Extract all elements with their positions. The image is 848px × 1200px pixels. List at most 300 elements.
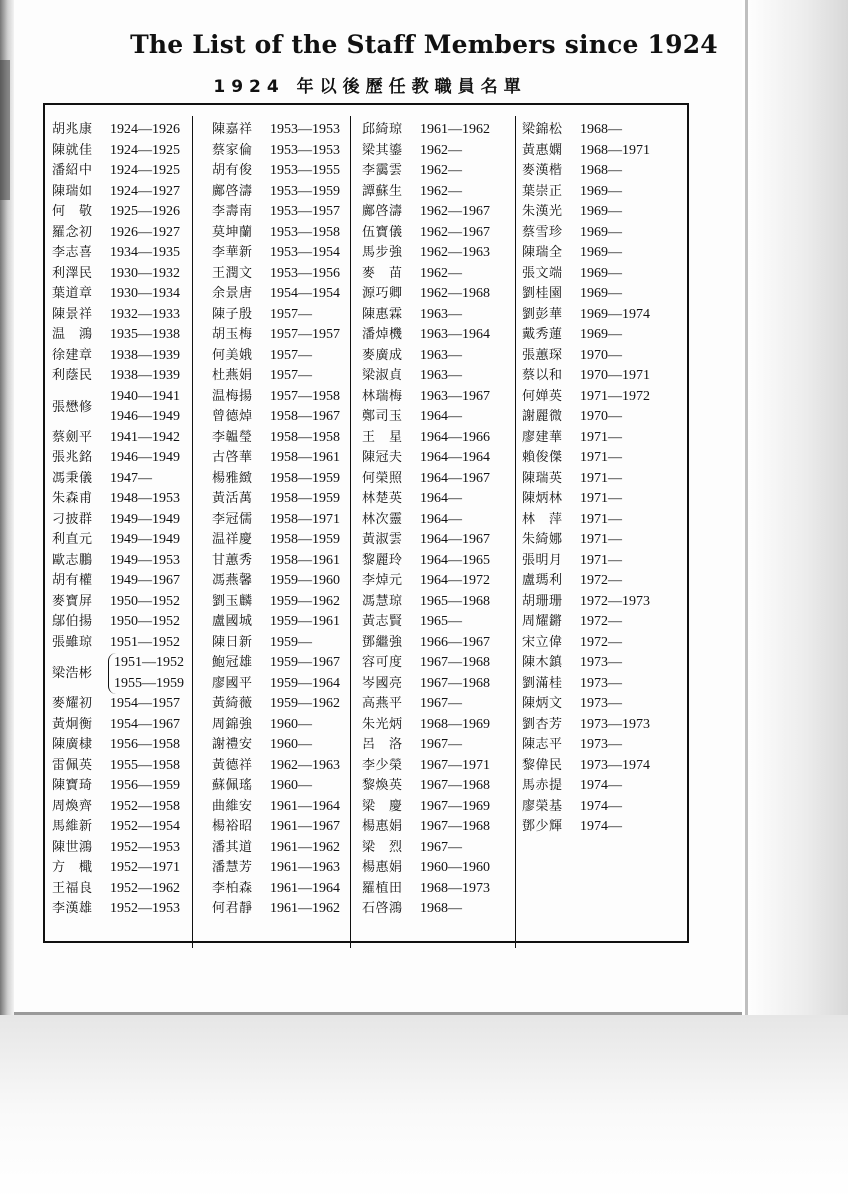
staff-entry — [362, 674, 490, 695]
staff-years — [580, 612, 622, 633]
staff-years — [270, 571, 340, 592]
service-years: 1953—1954 — [270, 245, 340, 260]
staff-entry — [52, 305, 184, 326]
service-years: 1962—1967 — [420, 204, 490, 219]
staff-name: 黎麗玲 — [362, 552, 403, 568]
staff-years — [270, 715, 312, 736]
service-years: 1971— — [580, 450, 622, 465]
service-years: 1946—1949 — [110, 409, 180, 424]
staff-name: 馮燕馨 — [212, 573, 253, 588]
staff-years — [420, 899, 462, 920]
staff-name: 王 星 — [362, 429, 403, 445]
staff-years — [580, 120, 622, 141]
staff-years — [110, 551, 180, 572]
staff-entry — [362, 202, 490, 223]
service-years: 1964—1967 — [420, 470, 490, 486]
staff-entry — [362, 161, 490, 182]
staff-years — [110, 161, 180, 182]
staff-entry — [362, 858, 490, 879]
staff-entry — [52, 448, 184, 469]
staff-years — [270, 653, 340, 674]
service-years: 1964—1964 — [420, 450, 490, 465]
staff-name: 梁其鎏 — [362, 142, 403, 158]
staff-entry — [52, 161, 184, 182]
staff-name: 胡有俊 — [212, 163, 253, 178]
staff-years — [580, 305, 650, 326]
service-years: 1964—1972 — [420, 573, 490, 588]
staff-entry — [52, 899, 184, 920]
service-years: 1938—1939 — [110, 347, 180, 363]
staff-years — [420, 653, 490, 674]
staff-name: 陳子殷 — [212, 306, 253, 322]
staff-entry — [212, 407, 340, 428]
staff-years — [270, 223, 340, 244]
staff-years — [110, 530, 180, 551]
service-years: 1959—1961 — [270, 614, 340, 629]
service-years: 1973—1974 — [580, 757, 650, 773]
staff-years — [580, 735, 622, 756]
staff-entry — [212, 120, 340, 141]
staff-entry — [212, 776, 340, 797]
staff-entry — [52, 551, 184, 572]
staff-name: 何 敬 — [52, 204, 93, 219]
service-years: 1969— — [580, 204, 622, 219]
service-years: 1941—1942 — [110, 429, 180, 445]
staff-years — [270, 161, 340, 182]
staff-name: 張明月 — [522, 552, 563, 568]
staff-years — [580, 407, 622, 428]
staff-entry — [52, 694, 184, 715]
staff-name: 黃志賢 — [362, 614, 403, 629]
staff-entry — [52, 120, 184, 141]
staff-years — [420, 428, 490, 449]
staff-entry — [52, 346, 184, 367]
service-years: 1953—1956 — [270, 265, 340, 281]
staff-years — [270, 879, 340, 900]
service-years: 1970— — [580, 409, 622, 424]
staff-years — [420, 817, 490, 838]
staff-entry — [212, 243, 340, 264]
service-years: 1960— — [270, 737, 312, 752]
staff-years — [420, 141, 462, 162]
service-years: 1967— — [420, 737, 462, 752]
service-years: 1924—1925 — [110, 142, 180, 158]
service-years: 1963—1967 — [420, 388, 490, 404]
staff-entry — [212, 551, 340, 572]
service-years: 1946—1949 — [110, 450, 180, 465]
service-years: 1969— — [580, 265, 622, 281]
staff-years — [420, 879, 490, 900]
staff-name: 李柏森 — [212, 880, 253, 896]
staff-years — [580, 715, 650, 736]
staff-entry — [522, 674, 650, 695]
service-years: 1964—1965 — [420, 552, 490, 568]
staff-name: 朱森甫 — [52, 491, 93, 506]
staff-name: 麥 苗 — [362, 265, 403, 281]
staff-entry — [212, 858, 340, 879]
staff-entry — [52, 182, 184, 203]
staff-years — [110, 776, 180, 797]
staff-name: 鄭司玉 — [362, 409, 403, 424]
staff-name: 李華新 — [212, 245, 253, 260]
staff-entry — [522, 530, 650, 551]
staff-name: 歐志鵬 — [52, 552, 93, 568]
staff-entry — [362, 387, 490, 408]
service-years: 1968—1971 — [580, 142, 650, 158]
staff-name: 鮑冠雄 — [212, 655, 253, 670]
service-years: 1973— — [580, 737, 622, 752]
service-years: 1953—1953 — [270, 142, 340, 158]
staff-years — [580, 141, 650, 162]
staff-entry — [522, 407, 650, 428]
staff-years — [420, 387, 490, 408]
staff-years — [270, 387, 340, 408]
service-years: 1971— — [580, 552, 622, 568]
staff-entry — [212, 305, 340, 326]
service-years: 1925—1926 — [110, 204, 180, 219]
staff-name: 謝麗微 — [522, 409, 563, 424]
staff-years — [580, 346, 622, 367]
staff-years — [110, 428, 180, 449]
staff-name: 馬步強 — [362, 245, 403, 260]
service-years: 1958—1959 — [270, 532, 340, 547]
staff-years — [270, 817, 340, 838]
staff-entry — [212, 161, 340, 182]
staff-entry — [522, 202, 650, 223]
staff-entry — [212, 653, 340, 674]
staff-years — [420, 182, 462, 203]
column-divider — [515, 116, 516, 948]
staff-years — [580, 797, 622, 818]
staff-name: 葉道章 — [52, 286, 93, 301]
staff-name: 余景唐 — [212, 286, 253, 301]
service-years: 1964— — [420, 511, 462, 527]
service-years: 1964— — [420, 409, 462, 424]
service-years: 1968— — [420, 901, 462, 916]
staff-name: 鄧繼強 — [362, 634, 403, 650]
staff-years — [580, 325, 622, 346]
service-years: 1969— — [580, 224, 622, 240]
staff-entry — [212, 592, 340, 613]
staff-years — [580, 489, 622, 510]
staff-years — [270, 633, 312, 654]
staff-name: 張雖琼 — [52, 634, 93, 650]
staff-years — [270, 899, 340, 920]
staff-name: 黃淑雲 — [362, 532, 403, 547]
service-years: 1962— — [420, 183, 462, 199]
staff-name: 方 檝 — [52, 860, 93, 875]
staff-name: 黃惠嫻 — [522, 142, 563, 158]
service-years: 1958—1967 — [270, 409, 340, 424]
service-years: 1962— — [420, 142, 462, 158]
staff-entry — [212, 366, 340, 387]
service-years: 1961—1964 — [270, 798, 340, 814]
staff-entry — [52, 202, 184, 223]
staff-years — [420, 243, 490, 264]
staff-name: 邱綺琼 — [362, 122, 403, 137]
staff-name: 朱光炳 — [362, 716, 403, 732]
service-years: 1973— — [580, 675, 622, 691]
staff-years — [270, 838, 340, 859]
staff-years — [110, 120, 180, 141]
staff-years — [580, 551, 622, 572]
staff-years — [110, 756, 180, 777]
staff-name: 楊惠娟 — [362, 860, 403, 875]
staff-name: 楊惠娟 — [362, 819, 403, 834]
service-years: 1951—1952 — [110, 634, 180, 650]
service-years: 1957— — [270, 347, 312, 363]
staff-name: 陳炳文 — [522, 696, 563, 711]
staff-years — [270, 428, 340, 449]
staff-entry — [52, 653, 184, 694]
staff-years — [420, 202, 490, 223]
staff-name: 林次靈 — [362, 511, 403, 527]
staff-entry — [522, 551, 650, 572]
staff-name: 刁披群 — [52, 511, 93, 527]
service-years: 1970—1971 — [580, 368, 650, 383]
staff-entry — [212, 510, 340, 531]
staff-entry — [522, 243, 650, 264]
staff-years — [420, 264, 462, 285]
staff-years — [110, 264, 180, 285]
service-years: 1951—1952 — [114, 655, 184, 670]
staff-entry — [52, 592, 184, 613]
staff-years — [420, 284, 490, 305]
staff-years — [270, 510, 340, 531]
staff-entry — [212, 387, 340, 408]
service-years: 1968— — [580, 122, 622, 137]
service-years: 1969— — [580, 286, 622, 301]
staff-entry — [362, 653, 490, 674]
staff-entry — [212, 469, 340, 490]
staff-name: 陳炳林 — [522, 491, 563, 506]
staff-name: 張蕙琛 — [522, 347, 563, 363]
staff-entry — [522, 428, 650, 449]
staff-name: 古啓華 — [212, 450, 253, 465]
service-years: 1940—1941 — [110, 388, 180, 404]
staff-name: 譚蘇生 — [362, 183, 403, 199]
staff-name: 蔡劍平 — [52, 429, 93, 445]
staff-entry — [362, 592, 490, 613]
staff-years — [110, 243, 180, 264]
staff-years — [110, 469, 152, 490]
staff-years — [270, 489, 340, 510]
service-years: 1961—1962 — [420, 122, 490, 137]
staff-entry — [52, 756, 184, 777]
staff-entry — [212, 284, 340, 305]
service-years: 1964— — [420, 491, 462, 506]
service-years: 1959—1967 — [270, 655, 340, 670]
staff-entry — [362, 469, 490, 490]
staff-entry — [52, 489, 184, 510]
staff-years — [110, 141, 180, 162]
staff-entry — [212, 838, 340, 859]
service-years: 1971— — [580, 511, 622, 527]
staff-entry — [212, 899, 340, 920]
staff-entry — [522, 489, 650, 510]
staff-name: 陳景祥 — [52, 306, 93, 322]
service-years: 1961—1964 — [270, 880, 340, 896]
column-divider — [192, 116, 193, 948]
staff-name: 張懋修 — [52, 399, 93, 415]
staff-years — [420, 735, 462, 756]
staff-years — [420, 612, 462, 633]
service-years: 1952—1971 — [110, 860, 180, 875]
staff-name: 石啓鴻 — [362, 901, 403, 916]
staff-years — [110, 223, 180, 244]
service-years: 1973— — [580, 696, 622, 711]
staff-years — [580, 448, 622, 469]
staff-name: 鄔伯揚 — [52, 614, 93, 629]
staff-name: 朱綺娜 — [522, 532, 563, 547]
staff-years — [270, 243, 340, 264]
staff-years — [420, 305, 462, 326]
staff-entry — [362, 325, 490, 346]
staff-name: 蔡家倫 — [212, 142, 253, 158]
staff-entry — [212, 715, 340, 736]
service-years: 1938—1939 — [110, 368, 180, 383]
staff-entry — [52, 715, 184, 736]
staff-name: 盧瑪利 — [522, 573, 563, 588]
staff-name: 麥耀初 — [52, 696, 93, 711]
staff-years — [270, 674, 340, 695]
staff-entry — [362, 141, 490, 162]
staff-entry — [52, 366, 184, 387]
staff-years — [420, 120, 490, 141]
staff-entry — [362, 694, 490, 715]
staff-entry — [362, 264, 490, 285]
staff-years — [580, 653, 622, 674]
staff-name: 劉桂園 — [522, 286, 563, 301]
staff-years — [110, 346, 180, 367]
staff-name: 蔡以和 — [522, 368, 563, 383]
staff-entry — [52, 469, 184, 490]
staff-name: 陳志平 — [522, 737, 563, 752]
staff-years — [270, 284, 340, 305]
staff-years — [420, 161, 462, 182]
service-years: 1963— — [420, 368, 462, 383]
staff-entry — [52, 858, 184, 879]
staff-entry — [212, 735, 340, 756]
staff-name: 羅念初 — [52, 224, 93, 240]
staff-years — [270, 305, 312, 326]
staff-years — [270, 366, 312, 387]
staff-name: 戴秀蓮 — [522, 327, 563, 342]
service-years: 1961—1962 — [270, 901, 340, 916]
staff-years — [420, 756, 490, 777]
staff-years — [110, 612, 180, 633]
staff-entry — [522, 284, 650, 305]
staff-name: 李靄雲 — [362, 163, 403, 178]
service-years: 1972— — [580, 573, 622, 588]
staff-entry — [52, 838, 184, 859]
staff-years — [420, 715, 490, 736]
staff-entry — [522, 735, 650, 756]
staff-entry — [52, 223, 184, 244]
staff-years — [420, 469, 490, 490]
service-years: 1958—1959 — [270, 470, 340, 486]
service-years: 1965—1968 — [420, 593, 490, 609]
staff-years — [420, 448, 490, 469]
staff-entry — [362, 305, 490, 326]
staff-name: 鄺啓濤 — [212, 183, 253, 199]
service-years: 1930—1932 — [110, 265, 180, 281]
staff-years — [110, 838, 180, 859]
staff-name: 劉玉麟 — [212, 593, 253, 609]
staff-years — [420, 858, 490, 879]
service-years: 1950—1952 — [110, 614, 180, 629]
staff-name: 鄧少輝 — [522, 819, 563, 834]
staff-entry — [522, 694, 650, 715]
staff-entry — [362, 530, 490, 551]
staff-entry — [362, 756, 490, 777]
staff-years — [420, 346, 462, 367]
staff-entry — [522, 571, 650, 592]
staff-entry — [362, 243, 490, 264]
page-title-chinese: 1924 年以後歷任教職員名單 — [213, 77, 527, 97]
staff-name: 李志喜 — [52, 245, 93, 260]
staff-entry — [522, 387, 650, 408]
service-years: 1971— — [580, 532, 622, 547]
staff-name: 岑國亮 — [362, 675, 403, 691]
staff-name: 王潤文 — [212, 265, 253, 281]
service-years: 1935—1938 — [110, 327, 180, 342]
staff-entry — [212, 325, 340, 346]
service-years: 1967— — [420, 839, 462, 855]
service-years: 1960—1960 — [420, 860, 490, 875]
staff-years — [420, 633, 490, 654]
staff-entry — [362, 715, 490, 736]
staff-name: 胡有權 — [52, 573, 93, 588]
staff-name: 何婵英 — [522, 388, 563, 404]
staff-years — [580, 469, 622, 490]
staff-name: 梁淑貞 — [362, 368, 403, 383]
staff-years — [420, 407, 462, 428]
staff-years — [580, 161, 622, 182]
staff-years — [110, 448, 180, 469]
staff-entry — [362, 182, 490, 203]
service-years: 1963—1964 — [420, 327, 490, 342]
service-years: 1952—1953 — [110, 901, 180, 916]
service-years: 1974— — [580, 819, 622, 834]
service-years: 1968— — [580, 163, 622, 178]
staff-entry — [362, 223, 490, 244]
staff-years — [110, 715, 180, 736]
service-years: 1974— — [580, 798, 622, 814]
service-years: 1962—1963 — [420, 245, 490, 260]
staff-name: 陳寶琦 — [52, 778, 93, 793]
staff-entry — [212, 448, 340, 469]
staff-years — [110, 202, 180, 223]
staff-years — [580, 243, 622, 264]
service-years: 1971— — [580, 491, 622, 506]
staff-entry — [522, 366, 650, 387]
staff-name: 梁 烈 — [362, 839, 403, 855]
staff-years — [580, 284, 622, 305]
staff-entry — [52, 612, 184, 633]
staff-name: 利澤民 — [52, 265, 93, 281]
staff-years — [270, 407, 340, 428]
staff-entry — [522, 448, 650, 469]
service-years: 1949—1949 — [110, 532, 180, 547]
staff-entry — [522, 592, 650, 613]
staff-years — [580, 571, 622, 592]
staff-entry — [362, 899, 490, 920]
service-years: 1968—1973 — [420, 880, 490, 896]
service-years: 1953—1959 — [270, 183, 340, 199]
staff-name: 羅植田 — [362, 880, 403, 896]
staff-years — [110, 325, 180, 346]
